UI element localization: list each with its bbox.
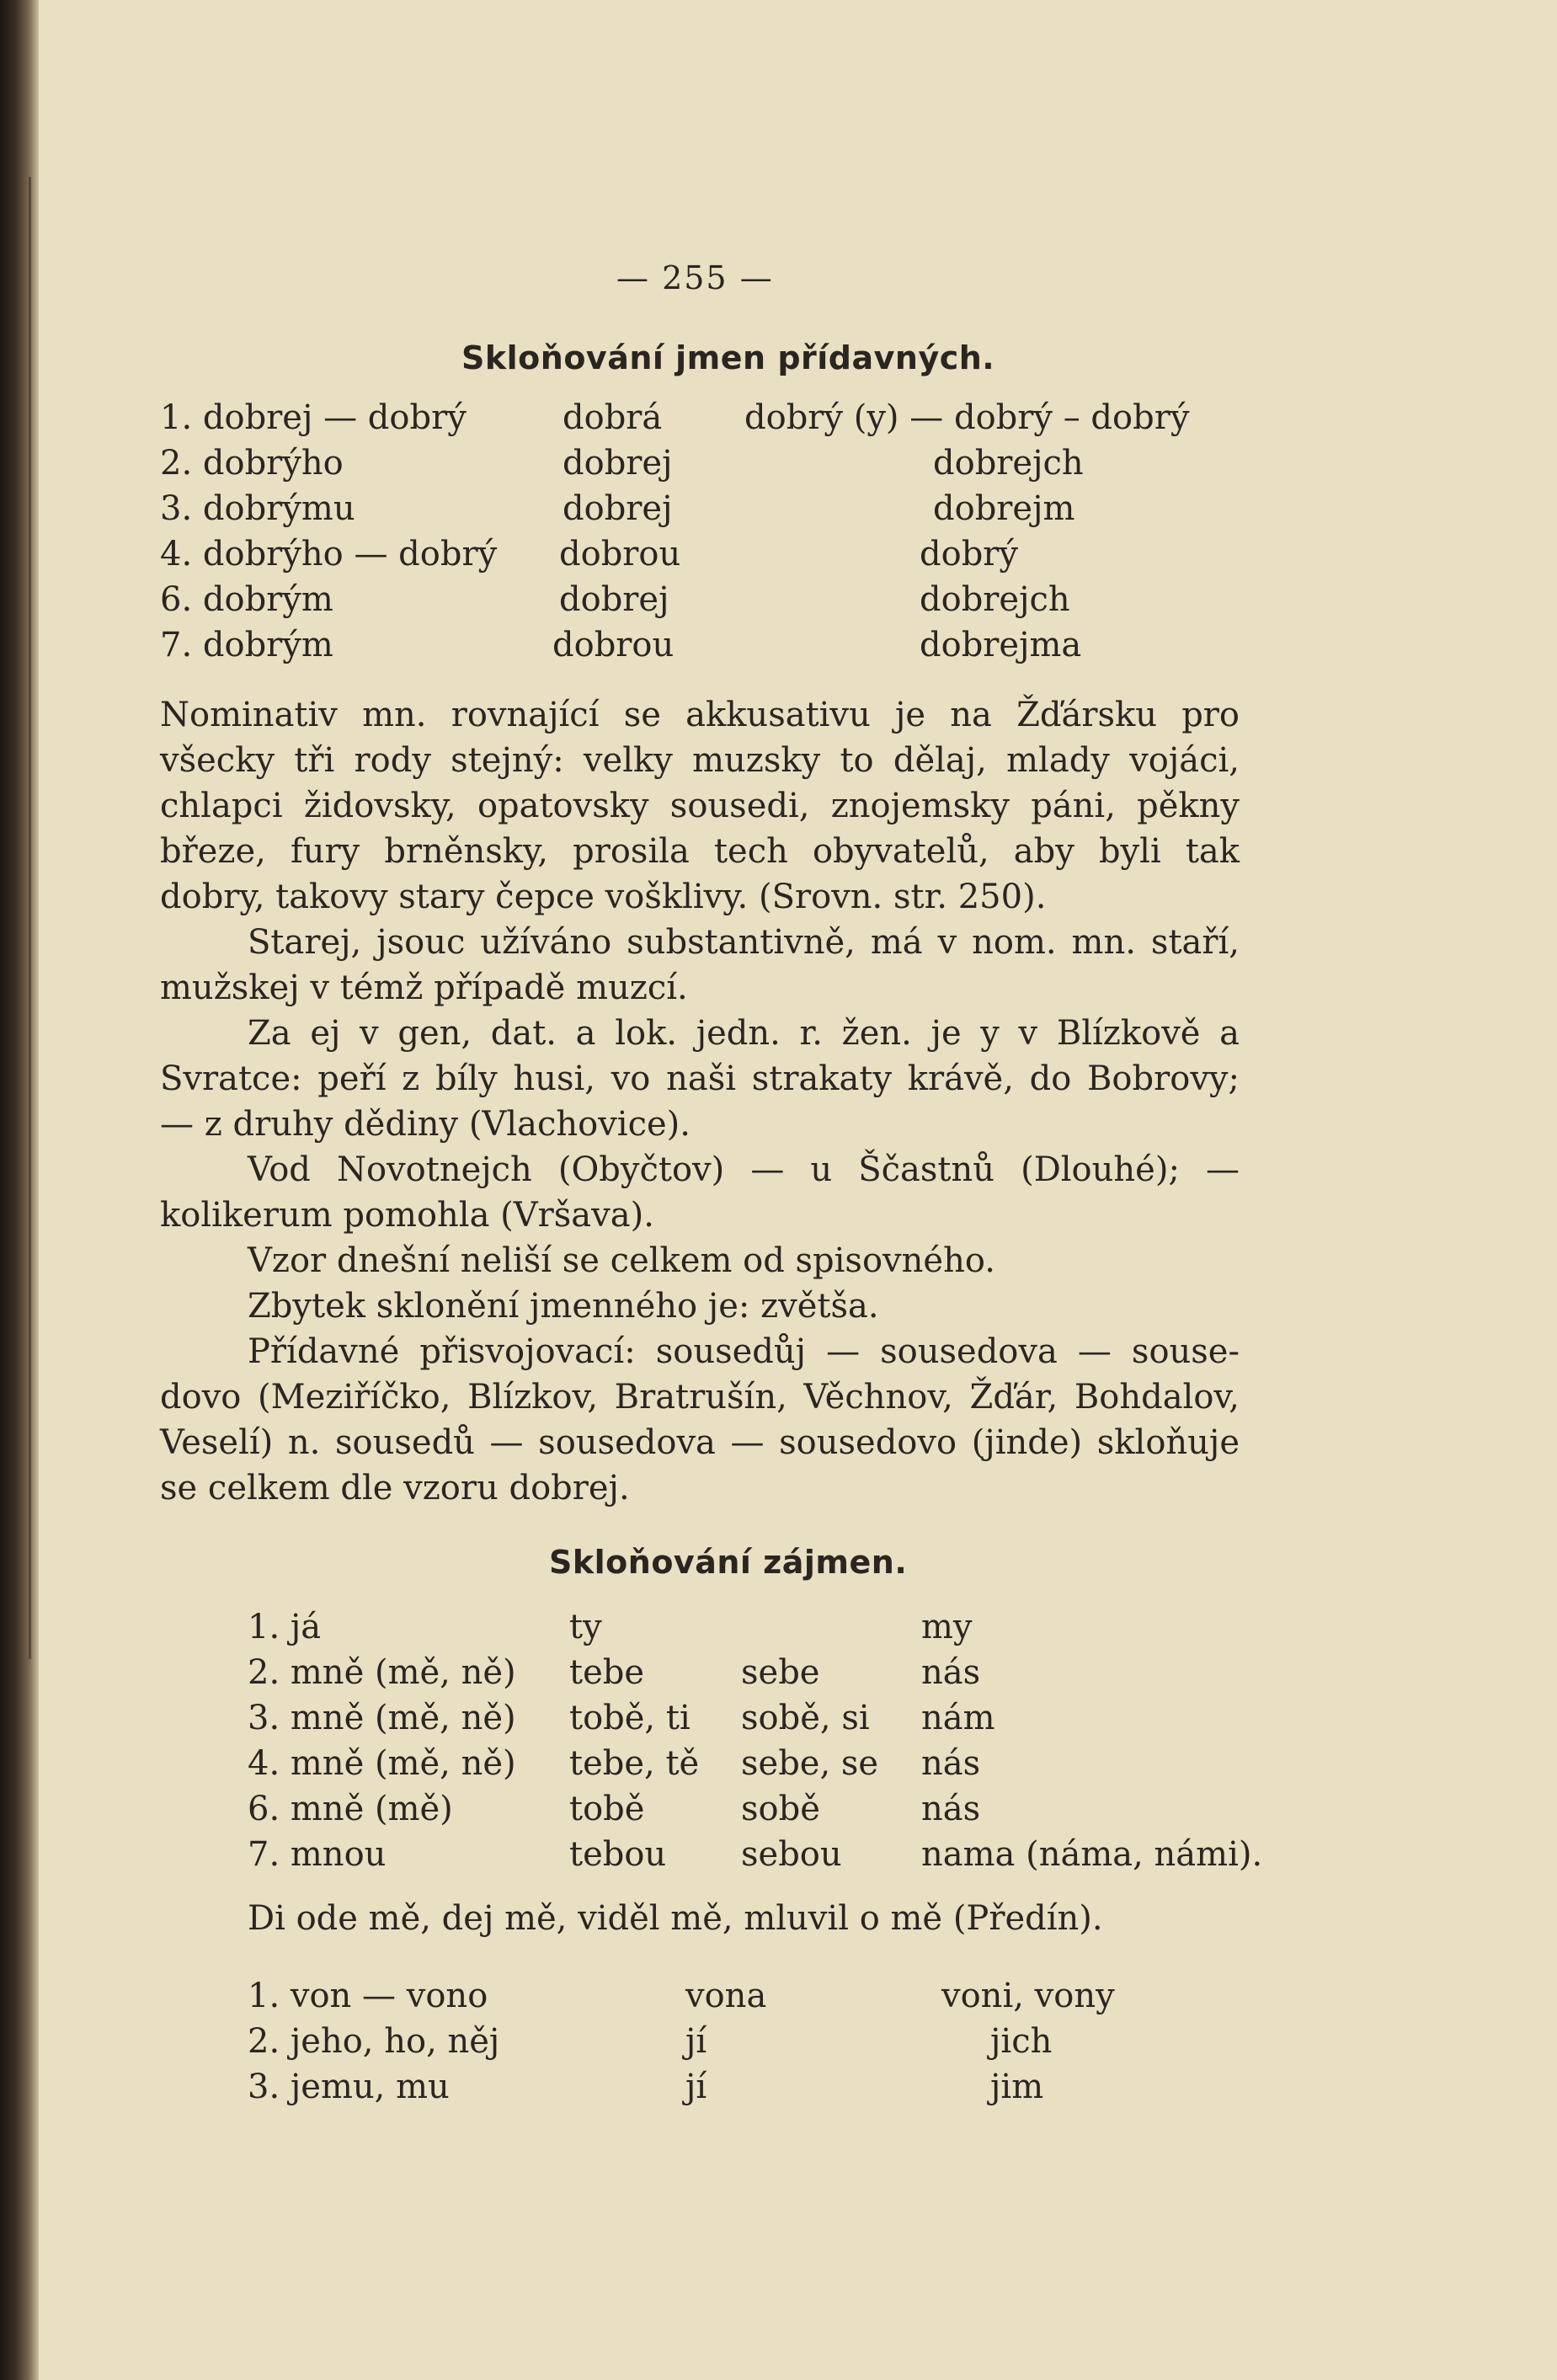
pron-row-7-first: 7. mnou <box>248 1835 387 1874</box>
paragraph-zbytek: Zbytek sklonění jmenného je: zvětša. <box>248 1287 879 1326</box>
pron3-row-2-fem: jí <box>685 2022 707 2061</box>
pron-row-2-plural: nás <box>921 1653 981 1692</box>
paragraph-vzor: Vzor dnešní neliší se celkem od spisovného. <box>248 1241 995 1280</box>
adj-row-7-masc: 7. dobrým <box>160 626 333 664</box>
pron-row-3-plural: nám <box>921 1699 995 1737</box>
pron-row-7-plural: nama (náma, námi). <box>921 1835 1263 1874</box>
adj-row-3-masc: 3. dobrýmu <box>160 489 355 528</box>
adjective-declension-heading: Skloňování jmen přídavných. <box>461 339 995 376</box>
adj-row-6-fem: dobrej <box>559 580 669 619</box>
pron3-row-3-fem: jí <box>685 2068 707 2106</box>
page-number: — 255 — <box>616 259 774 296</box>
adj-row-4-plural: dobrý <box>920 535 1019 574</box>
pron3-row-2-masc: 2. jeho, ho, něj <box>248 2022 500 2061</box>
paragraph-ej-genitive: Za ej v gen, dat. a lok. jedn. r. žen. je y v Blízkově a Svratce: peří z bíly husi, vo naši strakaty krávě, do Bobrovy; — z druhy dědiny (Vlachovice). <box>160 1014 1240 1144</box>
pron-row-2-first: 2. mně (mě, ně) <box>248 1653 516 1692</box>
pron3-row-1-plural: voni, vony <box>941 1977 1115 2015</box>
pron3-row-2-plural: jich <box>990 2022 1053 2061</box>
pron-row-7-reflexive: sebou <box>741 1835 842 1874</box>
paragraph-novotnejch: Vod Novotnejch (Obyčtov) — u Ščastnů (Dlouhé); — kolikerum pomohla (Vršava). <box>160 1150 1240 1235</box>
adj-row-4-fem: dobrou <box>559 535 681 574</box>
adj-row-2-plural: dobrejch <box>933 444 1084 483</box>
adj-row-1-plural: dobrý (y) — dobrý – dobrý <box>744 398 1190 437</box>
adj-row-6-masc: 6. dobrým <box>160 580 333 619</box>
pron-row-2-reflexive: sebe <box>741 1653 820 1692</box>
pron-row-4-plural: nás <box>921 1744 981 1783</box>
example-sentence: Di ode mě, dej mě, viděl mě, mluvil o mě (Předín). <box>248 1899 1103 1938</box>
pron-row-6-reflexive: sobě <box>741 1790 820 1828</box>
pron3-row-3-plural: jim <box>990 2068 1044 2106</box>
pron3-row-1-masc: 1. von — vono <box>248 1977 488 2015</box>
pron-row-7-second: tebou <box>569 1835 667 1874</box>
adj-row-2-masc: 2. dobrýho <box>160 444 344 483</box>
pron-row-1-first: 1. já <box>248 1608 322 1646</box>
pron-row-1-second: ty <box>569 1608 602 1646</box>
adj-row-4-masc: 4. dobrýho — dobrý <box>160 535 498 574</box>
pron3-row-1-fem: vona <box>685 1977 767 2015</box>
pron-row-4-first: 4. mně (mě, ně) <box>248 1744 516 1783</box>
pron-row-4-second: tebe, tě <box>569 1744 700 1783</box>
paragraph-possessive: Přídavné přisvojovací: sousedůj — sousedova — souse- dovo (Meziříčko, Blízkov, Bratrušín, Věchnov, Žďár, Bohdalov, Veselí) n. sousedů — sousedova — sousedovo (jinde) skloňuje se celkem dle vzoru dobrej. <box>160 1332 1240 1508</box>
adj-row-7-fem: dobrou <box>552 626 675 664</box>
adj-row-3-fem: dobrej <box>563 489 673 528</box>
pron-row-6-first: 6. mně (mě) <box>248 1790 453 1828</box>
pron-row-6-second: tobě <box>569 1790 645 1828</box>
adj-row-7-plural: dobrejma <box>920 626 1082 664</box>
pron3-row-3-masc: 3. jemu, mu <box>248 2068 450 2106</box>
paragraph-nominative-plural: Nominativ mn. rovnající se akkusativu je na Žďársku pro všecky tři rody stejný: velky muzsky to dělaj, mlady vojáci, chlapci židovsky, opatovsky sousedi, znojemsky páni, pěkny březe, fury brněnsky, prosila tech obyvatelů, aby byli tak dobry, takovy stary čepce vošklivy. (Srovn. str. 250). <box>160 696 1240 916</box>
adj-row-6-plural: dobrejch <box>920 580 1070 619</box>
adj-row-2-fem: dobrej <box>563 444 673 483</box>
pron-row-2-second: tebe <box>569 1653 645 1692</box>
adj-row-1-fem: dobrá <box>563 398 663 437</box>
pron-row-3-first: 3. mně (mě, ně) <box>248 1699 516 1737</box>
pronoun-declension-heading: Skloňování zájmen. <box>549 1544 908 1581</box>
adj-row-1-masc: 1. dobrej — dobrý <box>160 398 467 437</box>
pron-row-6-plural: nás <box>921 1790 981 1828</box>
adj-row-3-plural: dobrejm <box>933 489 1075 528</box>
pron-row-3-reflexive: sobě, si <box>741 1699 870 1737</box>
pron-row-1-plural: my <box>921 1608 973 1646</box>
pron-row-4-reflexive: sebe, se <box>741 1744 879 1783</box>
paragraph-starej: Starej, jsouc užíváno substantivně, má v nom. mn. staří, mužskej v témž případě muzcí. <box>160 923 1240 1007</box>
pron-row-3-second: tobě, ti <box>569 1699 691 1737</box>
